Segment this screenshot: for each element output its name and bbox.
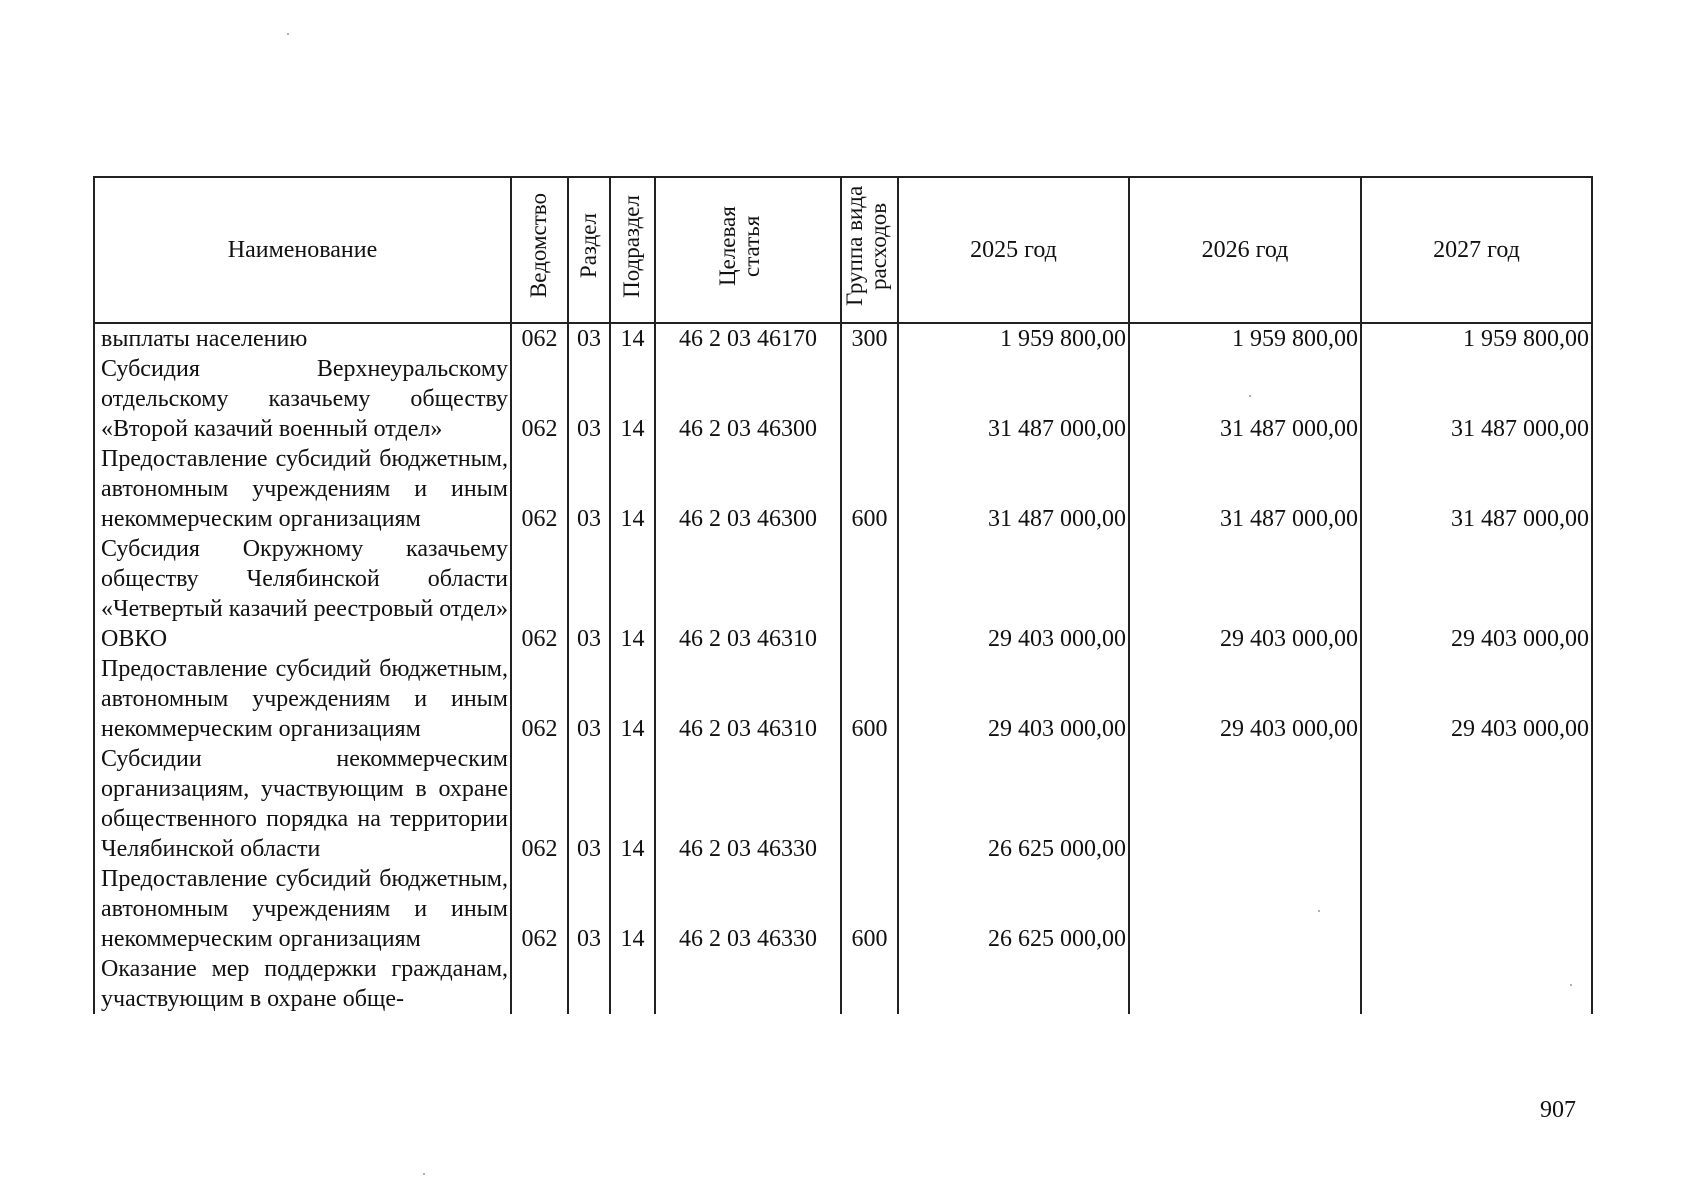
header-year-2025: 2025 год <box>898 177 1129 323</box>
row-name: Оказание мер поддержки гражданам, участвующим в охране обще- <box>94 954 511 1014</box>
row-subsection <box>610 954 655 1014</box>
table-header <box>94 177 1592 323</box>
row-name: Предоставление субсидий бюджетным, автономным учреждениям и иным некоммерческим организациям <box>94 654 511 744</box>
row-amount-2026 <box>1129 954 1361 1014</box>
row-amount-2027: 29 403 000,00 <box>1361 534 1592 654</box>
row-expense-group: 600 <box>841 444 898 534</box>
table-row <box>94 864 1592 954</box>
header-section: Раздел <box>568 177 610 323</box>
row-amount-2026 <box>1129 864 1361 954</box>
row-amount-2026 <box>1129 744 1361 864</box>
table-row <box>94 954 1592 1014</box>
row-expense-group <box>841 744 898 864</box>
row-department <box>511 954 568 1014</box>
row-amount-2027: 31 487 000,00 <box>1361 444 1592 534</box>
row-amount-2026: 29 403 000,00 <box>1129 534 1361 654</box>
header-year-2026: 2026 год <box>1129 177 1361 323</box>
row-subsection: 14 <box>610 444 655 534</box>
row-target-article: 46 2 03 46300 <box>655 444 841 534</box>
table-row <box>94 534 1592 654</box>
budget-table <box>93 176 1593 1014</box>
row-amount-2027: 31 487 000,00 <box>1361 354 1592 444</box>
row-name: Субсидии некоммерческим организациям, участвующим в охране общественного порядка на территории Челябинской области <box>94 744 511 864</box>
row-department: 062 <box>511 534 568 654</box>
row-amount-2026: 31 487 000,00 <box>1129 444 1361 534</box>
row-amount-2026: 1 959 800,00 <box>1129 323 1361 354</box>
row-amount-2025: 26 625 000,00 <box>898 744 1129 864</box>
row-amount-2025: 31 487 000,00 <box>898 444 1129 534</box>
row-amount-2025: 29 403 000,00 <box>898 654 1129 744</box>
row-amount-2027: 29 403 000,00 <box>1361 654 1592 744</box>
row-section: 03 <box>568 323 610 354</box>
row-amount-2027: 1 959 800,00 <box>1361 323 1592 354</box>
row-amount-2025: 29 403 000,00 <box>898 534 1129 654</box>
row-section: 03 <box>568 654 610 744</box>
table-row <box>94 354 1592 444</box>
row-subsection: 14 <box>610 323 655 354</box>
row-target-article: 46 2 03 46170 <box>655 323 841 354</box>
row-section: 03 <box>568 444 610 534</box>
header-year-2027: 2027 год <box>1361 177 1592 323</box>
header-expense-group: Группа вида расходов <box>841 177 898 323</box>
scan-speck <box>287 33 289 35</box>
table-body <box>94 323 1592 1014</box>
row-target-article <box>655 954 841 1014</box>
row-department: 062 <box>511 654 568 744</box>
row-amount-2027 <box>1361 744 1592 864</box>
row-target-article: 46 2 03 46310 <box>655 534 841 654</box>
row-subsection: 14 <box>610 864 655 954</box>
row-section: 03 <box>568 744 610 864</box>
row-amount-2025: 26 625 000,00 <box>898 864 1129 954</box>
row-section: 03 <box>568 354 610 444</box>
row-amount-2027 <box>1361 954 1592 1014</box>
page-number: 907 <box>1540 1097 1576 1123</box>
scan-speck <box>423 1173 425 1175</box>
table-row <box>94 654 1592 744</box>
row-name: Предоставление субсидий бюджетным, автономным учреждениям и иным некоммерческим организациям <box>94 444 511 534</box>
row-amount-2025: 31 487 000,00 <box>898 354 1129 444</box>
row-amount-2027 <box>1361 864 1592 954</box>
row-name: Субсидия Окружному казачьему обществу Челябинской области «Четвертый казачий реестровый отдел» ОВКО <box>94 534 511 654</box>
row-department: 062 <box>511 354 568 444</box>
row-subsection: 14 <box>610 354 655 444</box>
row-name: Предоставление субсидий бюджетным, автономным учреждениям и иным некоммерческим организациям <box>94 864 511 954</box>
row-department: 062 <box>511 864 568 954</box>
row-section: 03 <box>568 534 610 654</box>
row-expense-group <box>841 354 898 444</box>
row-subsection: 14 <box>610 534 655 654</box>
row-subsection: 14 <box>610 744 655 864</box>
row-amount-2025 <box>898 954 1129 1014</box>
scan-speck <box>1570 984 1572 986</box>
row-department: 062 <box>511 323 568 354</box>
row-subsection: 14 <box>610 654 655 744</box>
header-department: Ведомство <box>511 177 568 323</box>
scan-speck <box>1318 910 1320 912</box>
row-section <box>568 954 610 1014</box>
header-subsection: Подраздел <box>610 177 655 323</box>
row-section: 03 <box>568 864 610 954</box>
row-target-article: 46 2 03 46300 <box>655 354 841 444</box>
row-name: Субсидия Верхнеуральскому отдельскому казачьему обществу «Второй казачий военный отдел» <box>94 354 511 444</box>
row-target-article: 46 2 03 46310 <box>655 654 841 744</box>
row-expense-group: 600 <box>841 654 898 744</box>
row-department: 062 <box>511 444 568 534</box>
row-department: 062 <box>511 744 568 864</box>
row-expense-group: 300 <box>841 323 898 354</box>
scan-speck <box>1249 395 1251 397</box>
table-row <box>94 444 1592 534</box>
row-target-article: 46 2 03 46330 <box>655 864 841 954</box>
row-expense-group <box>841 534 898 654</box>
header-target-article: Целевая статья <box>655 177 841 323</box>
row-target-article: 46 2 03 46330 <box>655 744 841 864</box>
row-expense-group: 600 <box>841 864 898 954</box>
row-amount-2026: 29 403 000,00 <box>1129 654 1361 744</box>
table-row <box>94 744 1592 864</box>
row-name: выплаты населению <box>94 323 511 354</box>
table-row <box>94 323 1592 354</box>
row-amount-2026: 31 487 000,00 <box>1129 354 1361 444</box>
row-amount-2025: 1 959 800,00 <box>898 323 1129 354</box>
header-name: Наименование <box>94 177 511 323</box>
row-expense-group <box>841 954 898 1014</box>
